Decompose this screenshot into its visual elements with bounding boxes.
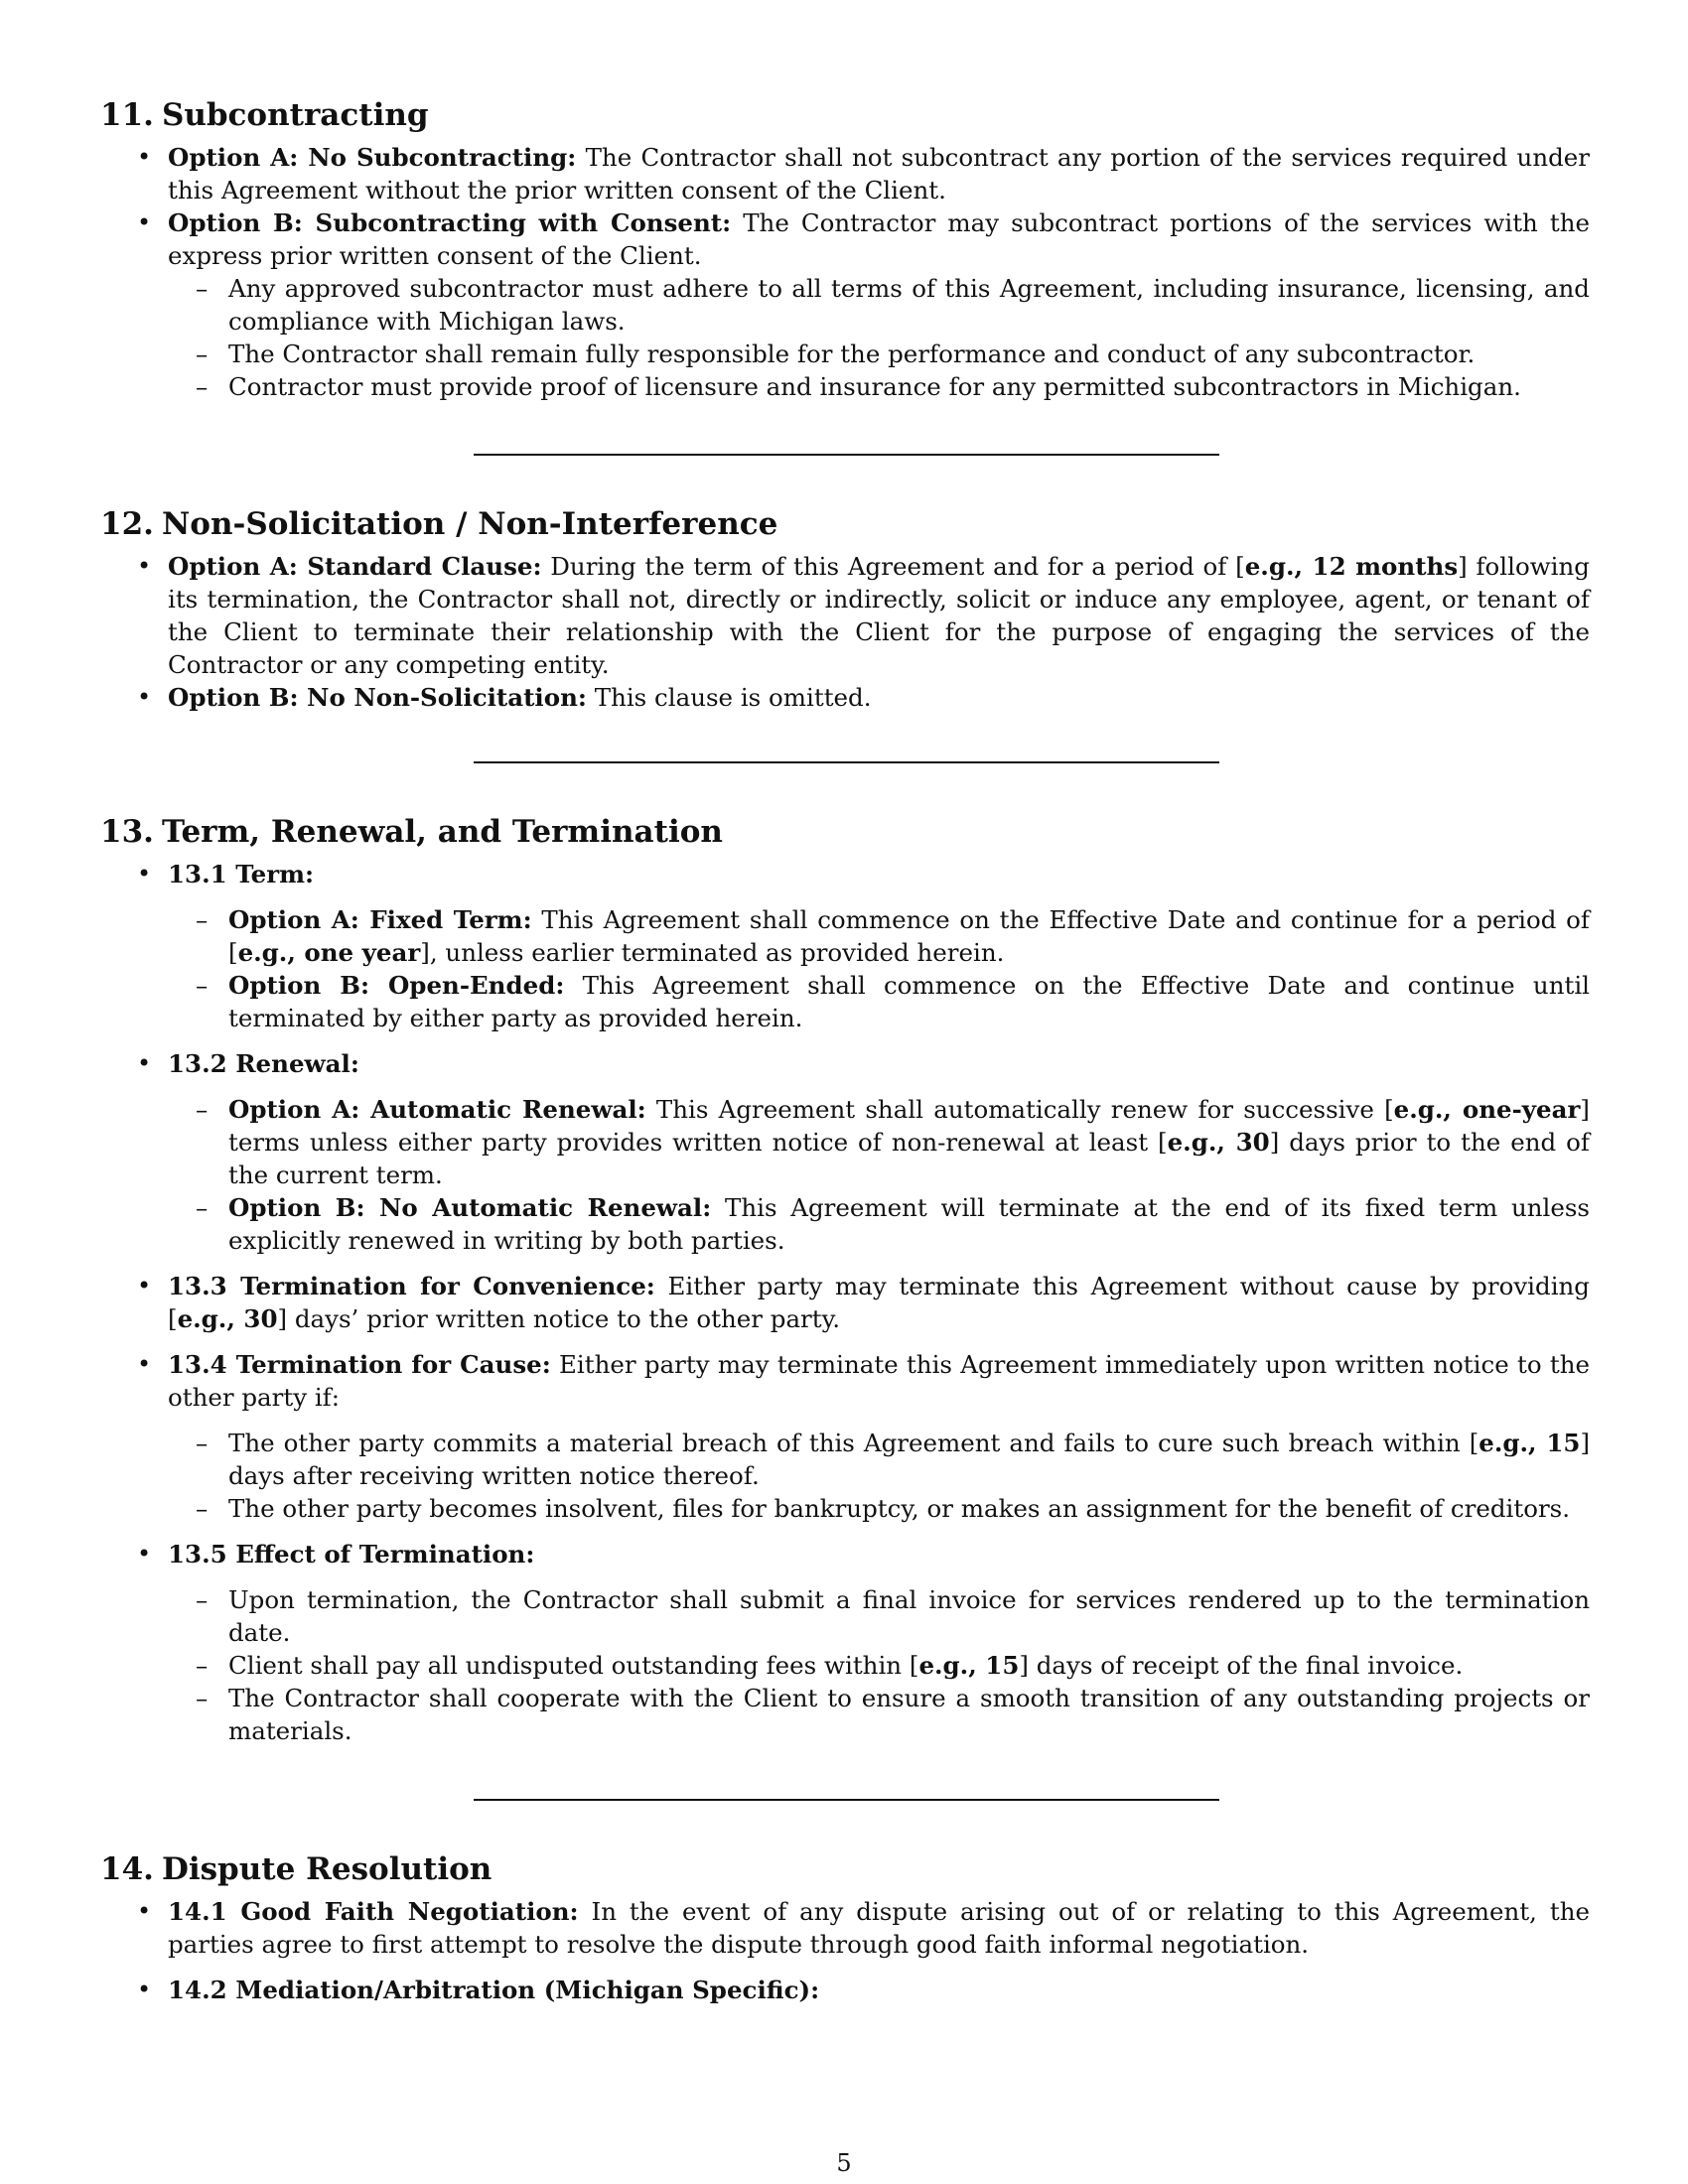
sub-list-item: – Option B: Open-Ended: This Agreement shall commence on the Effective Date and continue until terminated by either party as provided herein. [168, 969, 1590, 1034]
list-item: • Option A: Standard Clause: During the term of this Agreement and for a period of [e.g., 12 months] following its termination, the Contractor shall not, directly or indirectly, solicit or induce any employee, agent, or tenant of the Client to terminate their relationship with the Client for the purpose of engaging the services of the Contractor or any competing entity. [100, 550, 1590, 681]
sub-list-item: – The other party commits a material breach of this Agreement and fails to cure such breach within [e.g., 15] days after receiving written notice thereof. [168, 1427, 1590, 1492]
list-item: • 14.1 Good Faith Negotiation: In the event of any dispute arising out of or relating to this Agreement, the parties agree to first attempt to resolve the dispute through good faith informal negotiation. [100, 1895, 1590, 1974]
section-13 [100, 810, 1590, 1747]
sub-list-item: – The other party becomes insolvent, files for bankruptcy, or makes an assignment for the benefit of creditors. [168, 1492, 1590, 1525]
section-14-list [100, 1895, 1590, 2006]
divider-rule [474, 761, 1219, 763]
section-11-list [100, 141, 1590, 403]
divider-rule [474, 454, 1219, 456]
sub-list-item: – Option A: Fixed Term: This Agreement shall commence on the Effective Date and continue for a period of [e.g., one year], unless earlier terminated as provided herein. [168, 903, 1590, 969]
page-number: 5 [836, 2149, 852, 2177]
section-number: 13. [100, 814, 154, 850]
sub-list-item: – Upon termination, the Contractor shall submit a final invoice for services rendered up to the termination date. [168, 1583, 1590, 1649]
sub-list-item: – Option A: Automatic Renewal: This Agreement shall automatically renew for successive [e.g., one-year] terms unless either party provides written notice of non-renewal at least [e.g., 30] days prior to the end of the current term. [168, 1093, 1590, 1191]
sub-list [168, 1583, 1590, 1747]
section-title: Term, Renewal, and Termination [161, 814, 723, 850]
list-item: • 13.1 Term: – Option A: Fixed Term: This Agreement shall commence on the Effective Date and continue for a period of [e.g., one year], unless earlier terminated as provided herein. – Option B: Open-Ended: This Agreement shall commence on the Effective Date and continue until terminated by either party as provided herein. [100, 858, 1590, 1047]
sub-list-item: – The Contractor shall remain fully responsible for the performance and conduct of any subcontractor. [168, 338, 1590, 370]
section-12 [100, 502, 1590, 714]
sub-list [168, 272, 1590, 403]
section-13-list [100, 858, 1590, 1747]
section-number: 12. [100, 506, 154, 542]
sub-list [168, 903, 1590, 1034]
list-item: • Option B: Subcontracting with Consent: The Contractor may subcontract portions of the services with the express prior written consent of the Client. – Any approved subcontractor must adhere to all terms of this Agreement, including insurance, licensing, and compliance with Michigan laws. – The Contractor shall remain fully responsible for the performance and conduct of any subcontractor. – Contractor must provide proof of licensure and insurance for any permitted subcontractors in Michigan. [100, 206, 1590, 403]
section-12-heading [100, 502, 1590, 546]
list-item: • Option A: No Subcontracting: The Contractor shall not subcontract any portion of the services required under this Agreement without the prior written consent of the Client. [100, 141, 1590, 206]
divider-rule [474, 1799, 1219, 1801]
section-number: 14. [100, 1851, 154, 1887]
sub-list [168, 1093, 1590, 1257]
sub-list-item: – The Contractor shall cooperate with the Client to ensure a smooth transition of any outstanding projects or materials. [168, 1682, 1590, 1747]
sub-list [168, 1427, 1590, 1525]
section-11-heading [100, 93, 1590, 137]
section-11 [100, 93, 1590, 403]
section-number: 11. [100, 97, 154, 133]
section-title: Non-Solicitation / Non-Interference [161, 506, 778, 542]
section-13-heading [100, 810, 1590, 854]
list-item: • 13.3 Termination for Convenience: Either party may terminate this Agreement without cause by providing [e.g., 30] days’ prior written notice to the other party. [100, 1270, 1590, 1348]
section-12-list [100, 550, 1590, 714]
sub-list-item: – Option B: No Automatic Renewal: This Agreement will terminate at the end of its fixed term unless explicitly renewed in writing by both parties. [168, 1191, 1590, 1257]
section-title: Subcontracting [161, 97, 429, 133]
list-item: • 13.2 Renewal: – Option A: Automatic Renewal: This Agreement shall automatically renew for successive [e.g., one-year] terms unless either party provides written notice of non-renewal at least [e.g., 30] days prior to the end of the current term. – Option B: No Automatic Renewal: This Agreement will terminate at the end of its fixed term unless explicitly renewed in writing by both parties. [100, 1047, 1590, 1270]
list-item: • 13.4 Termination for Cause: Either party may terminate this Agreement immediately upon written notice to the other party if: – The other party commits a material breach of this Agreement and fails to cure such breach within [e.g., 15] days after receiving written notice thereof. – The other party becomes insolvent, files for bankruptcy, or makes an assignment for the benefit of creditors. [100, 1348, 1590, 1538]
sub-list-item: – Any approved subcontractor must adhere to all terms of this Agreement, including insurance, licensing, and compliance with Michigan laws. [168, 272, 1590, 338]
section-14 [100, 1847, 1590, 2006]
sub-list-item: – Contractor must provide proof of licensure and insurance for any permitted subcontractors in Michigan. [168, 370, 1590, 403]
section-14-heading [100, 1847, 1590, 1891]
list-item: • 14.2 Mediation/Arbitration (Michigan Specific): [100, 1974, 1590, 2006]
list-item: • Option B: No Non-Solicitation: This clause is omitted. [100, 681, 1590, 714]
section-title: Dispute Resolution [161, 1851, 492, 1887]
sub-list-item: – Client shall pay all undisputed outstanding fees within [e.g., 15] days of receipt of the final invoice. [168, 1649, 1590, 1682]
list-item: • 13.5 Effect of Termination: – Upon termination, the Contractor shall submit a final invoice for services rendered up to the termination date. – Client shall pay all undisputed outstanding fees within [e.g., 15] days of receipt of the final invoice. – The Contractor shall cooperate with the Client to ensure a smooth transition of any outstanding projects or materials. [100, 1538, 1590, 1747]
